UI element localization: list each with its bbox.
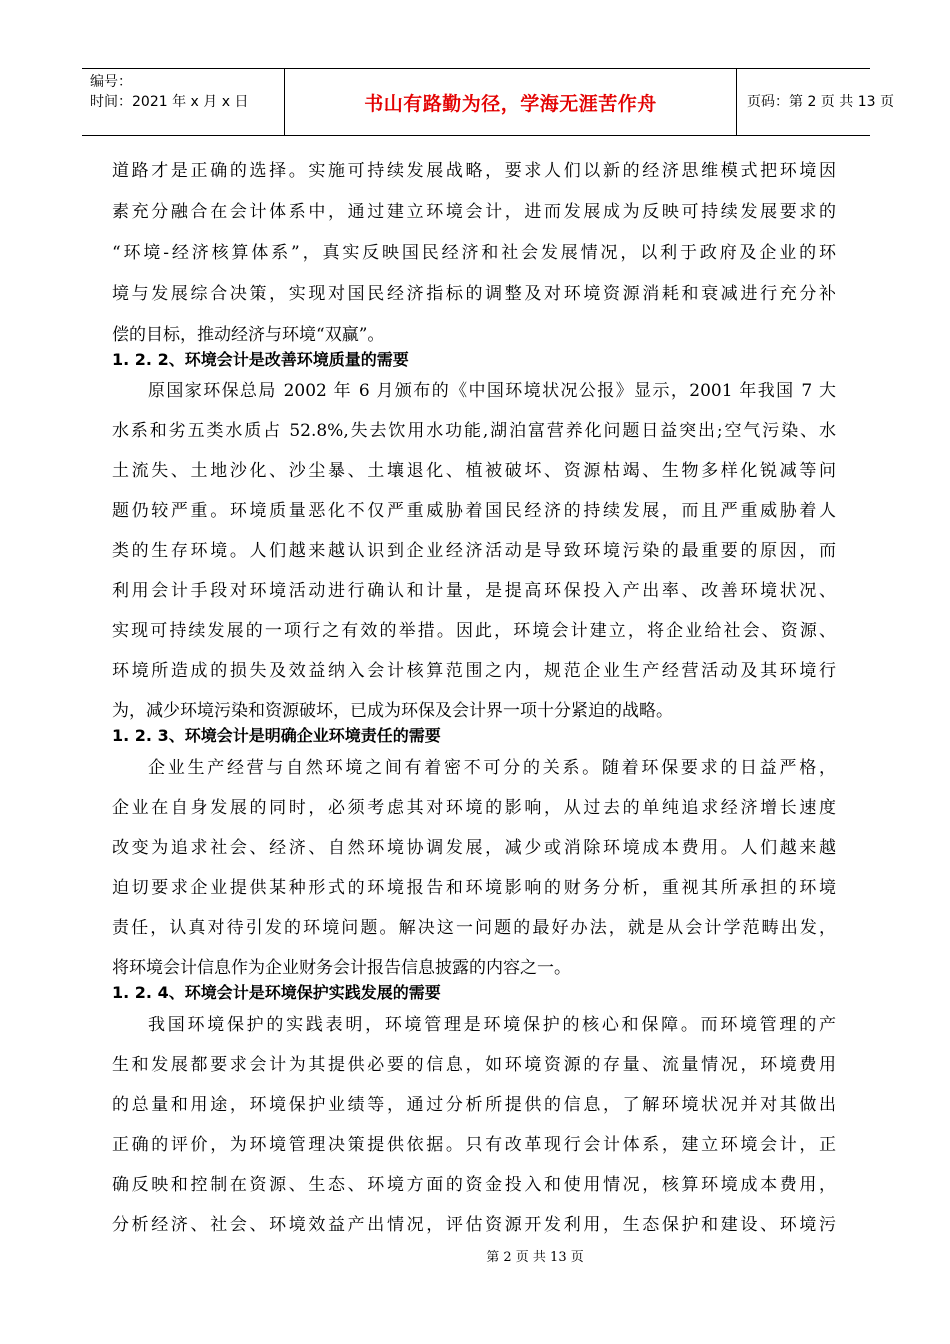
header-left-cell <box>82 69 284 135</box>
body-line: 题仍较严重。环境质量恶化不仅严重威胁着国民经济的持续发展，而且严重威胁着人 <box>112 501 836 521</box>
body-line: 实现可持续发展的一项行之有效的举措。因此，环境会计建立，将企业给社会、资源、 <box>112 621 836 641</box>
body-line: 环境所造成的损失及效益纳入会计核算范围之内，规范企业生产经营活动及其环境行 <box>112 661 836 681</box>
header-right-cell <box>737 69 894 135</box>
header-page-info: 页码：第 2 页 共 13 页 <box>747 94 894 110</box>
body-line: 偿的目标，推动经济与环境“双赢”。 <box>112 325 385 345</box>
body-line: 我国环境保护的实践表明，环境管理是环境保护的核心和保障。而环境管理的产 <box>148 1015 836 1035</box>
document-number-label: 编号： <box>90 74 132 90</box>
section-heading: 1. 2. 3、环境会计是明确企业环境责任的需要 <box>112 726 441 745</box>
body-line: 类的生存环境。人们越来越认识到企业经济活动是导致环境污染的最重要的原因，而 <box>112 541 836 561</box>
body-line: 分析经济、社会、环境效益产出情况，评估资源开发利用，生态保护和建设、环境污 <box>112 1215 836 1235</box>
section-heading: 1. 2. 4、环境会计是环境保护实践发展的需要 <box>112 983 441 1002</box>
body-line: 正确的评价，为环境管理决策提供依据。只有改革现行会计体系，建立环境会计，正 <box>112 1135 836 1155</box>
body-line: 责任，认真对待引发的环境问题。解决这一问题的最好办法，就是从会计学范畴出发， <box>112 918 836 938</box>
footer-page-number: 第 2 页 共 13 页 <box>486 1250 584 1265</box>
body-line: 为，减少环境污染和资源破坏，已成为环保及会计界一项十分紧迫的战略。 <box>112 701 673 721</box>
body-line: 企业生产经营与自然环境之间有着密不可分的关系。随着环保要求的日益严格， <box>148 758 836 778</box>
header-center-cell <box>284 69 737 135</box>
body-line: 素充分融合在会计体系中，通过建立环境会计，进而发展成为反映可持续发展要求的 <box>112 202 836 222</box>
page-footer <box>0 1250 950 1266</box>
body-line: 确反映和控制在资源、生态、环境方面的资金投入和使用情况，核算环境成本费用， <box>112 1175 836 1195</box>
body-line: 改变为追求社会、经济、自然环境协调发展，减少或消除环境成本费用。人们越来越 <box>112 838 836 858</box>
body-line: 水系和劣五类水质占 52.8%,失去饮用水功能,湖泊富营养化问题日益突出;空气污染、水 <box>112 421 836 441</box>
body-line: 原国家环保总局 2002 年 6 月颁布的《中国环境状况公报》显示，2001 年我国 7 大 <box>148 381 836 401</box>
body-line: 迫切要求企业提供某种形式的环境报告和环境影响的财务分析，重视其所承担的环境 <box>112 878 836 898</box>
body-line: 将环境会计信息作为企业财务会计报告信息披露的内容之一。 <box>112 958 571 978</box>
body-line: “环境-经济核算体系”，真实反映国民经济和社会发展情况，以利于政府及企业的环 <box>112 243 836 263</box>
body-line: 的总量和用途，环境保护业绩等，通过分析所提供的信息，了解环境状况并对其做出 <box>112 1095 836 1115</box>
body-line: 生和发展都要求会计为其提供必要的信息，如环境资源的存量、流量情况，环境费用 <box>112 1055 836 1075</box>
body-line: 利用会计手段对环境活动进行确认和计量，是提高环保投入产出率、改善环境状况、 <box>112 581 836 601</box>
section-heading: 1. 2. 2、环境会计是改善环境质量的需要 <box>112 350 409 369</box>
page-header <box>82 68 894 136</box>
body-line: 土流失、土地沙化、沙尘暴、土壤退化、植被破坏、资源枯竭、生物多样化锐减等问 <box>112 461 836 481</box>
body-line: 道路才是正确的选择。实施可持续发展战略，要求人们以新的经济思维模式把环境因 <box>112 161 836 181</box>
document-time-label: 时间：2021 年 x 月 x 日 <box>90 94 249 110</box>
body-line: 境与发展综合决策，实现对国民经济指标的调整及对环境资源消耗和衰减进行充分补 <box>112 284 836 304</box>
body-line: 企业在自身发展的同时，必须考虑其对环境的影响，从过去的单纯追求经济增长速度 <box>112 798 836 818</box>
header-motto: 书山有路勤为径，学海无涯苦作舟 <box>364 92 657 115</box>
